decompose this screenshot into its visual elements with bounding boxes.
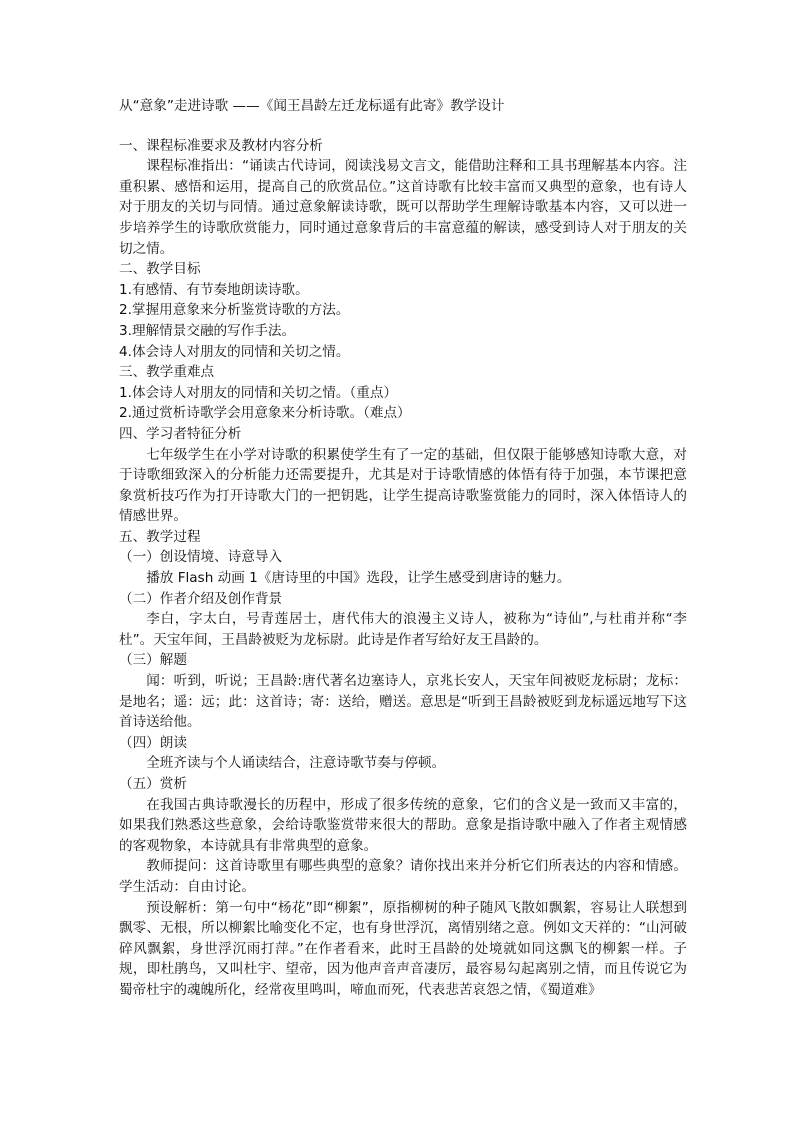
section-heading: （四）朗读 xyxy=(119,734,187,751)
document-body xyxy=(119,136,687,1001)
list-item: 1.体会诗人对朋友的同情和关切之情。（重点） xyxy=(119,384,398,401)
section-heading: 二、教学目标 xyxy=(119,261,201,278)
paragraph: 闻：听到，听说；王昌龄:唐代著名边塞诗人，京兆长安人，天宝年间被贬龙标尉；龙标：是地名；遥：远；此：这首诗；寄：送给，赠送。意思是“听到王昌龄被贬到龙标遥远地写下这首诗送给他。 xyxy=(119,673,687,731)
section-heading: （二）作者介绍及创作背景 xyxy=(119,590,283,607)
document-page xyxy=(119,96,687,1001)
paragraph: 教师提问：这首诗歌里有哪些典型的意象？请你找出来并分析它们所表达的内容和情感。学生活动：自由讨论。 xyxy=(119,858,687,895)
paragraph: 预设解析：第一句中“杨花”即“柳絮”，原指柳树的种子随风飞散如飘絮，容易让人联想到飘零、无根，所以柳絮比喻变化不定，也有身世浮沉，离情别绪之意。例如文天祥的：“山河破碎风飘絮，身世浮沉雨打萍。”在作者看来，此时王昌龄的处境就如同这飘飞的柳絮一样。子规，即杜鹃鸟，又叫杜宇、望帝，因为他声音声音凄厉，最容易勾起离别之情，而且传说它为蜀帝杜宇的魂魄所化，经常夜里鸣叫，啼血而死，代表悲苦哀怨之情，《蜀道难》 xyxy=(119,899,687,998)
paragraph: 李白，字太白，号青莲居士，唐代伟大的浪漫主义诗人，被称为“诗仙”,与杜甫并称“李杜”。天宝年间，王昌龄被贬为龙标尉。此诗是作者写给好友王昌龄的。 xyxy=(119,611,687,648)
document-title: 从“意象”走进诗歌 ——《闻王昌龄左迁龙标遥有此寄》教学设计 xyxy=(119,98,505,114)
list-item: 4.体会诗人对朋友的同情和关切之情。 xyxy=(119,343,350,360)
paragraph: 全班齐读与个人诵读结合，注意诗歌节奏与停顿。 xyxy=(146,755,446,772)
list-item: 2.掌握用意象来分析鉴赏诗歌的方法。 xyxy=(119,302,350,319)
list-item: 2.通过赏析诗歌学会用意象来分析诗歌。（难点） xyxy=(119,405,411,422)
section-heading: 三、教学重难点 xyxy=(119,364,215,381)
section-heading: （三）解题 xyxy=(119,652,187,669)
paragraph: 课程标准指出：“诵读古代诗词，阅读浅易文言文，能借助注释和工具书理解基本内容。注重积累、感悟和运用，提高自己的欣赏品位。”这首诗歌有比较丰富而又典型的意象，也有诗人对于朋友的关切与同情。通过意象解读诗歌，既可以帮助学生理解诗歌基本内容，又可以进一步培养学生的诗歌欣赏能力，同时通过意象背后的丰富意蕴的解读，感受到诗人对于朋友的关切之情。 xyxy=(119,158,687,257)
section-heading: 一、课程标准要求及教材内容分析 xyxy=(119,137,323,154)
section-heading: （五）赏析 xyxy=(119,776,187,792)
paragraph: 播放 Flash 动画 1《唐诗里的中国》选段，让学生感受到唐诗的魅力。 xyxy=(146,570,571,587)
paragraph: 七年级学生在小学对诗歌的积累使学生有了一定的基础，但仅限于能够感知诗歌大意，对于诗歌细致深入的分析能力还需要提升，尤其是对于诗歌情感的体悟有待于加强，本节课把意象赏析技巧作为打开诗歌大门的一把钥匙，让学生提高诗歌鉴赏能力的同时，深入体悟诗人的情感世界。 xyxy=(119,446,687,525)
paragraph: 在我国古典诗歌漫长的历程中，形成了很多传统的意象，它们的含义是一致而又丰富的，如果我们熟悉这些意象，会给诗歌鉴赏带来很大的帮助。意象是指诗歌中融入了作者主观情感的客观物象，本诗就具有非常典型的意象。 xyxy=(119,796,687,854)
list-item: 3.理解情景交融的写作手法。 xyxy=(119,322,296,339)
section-heading: （一）创设情境、诗意导入 xyxy=(119,549,283,566)
section-heading: 五、教学过程 xyxy=(119,528,201,545)
section-heading: 四、学习者特征分析 xyxy=(119,425,242,442)
list-item: 1.有感情、有节奏地朗读诗歌。 xyxy=(119,281,309,298)
